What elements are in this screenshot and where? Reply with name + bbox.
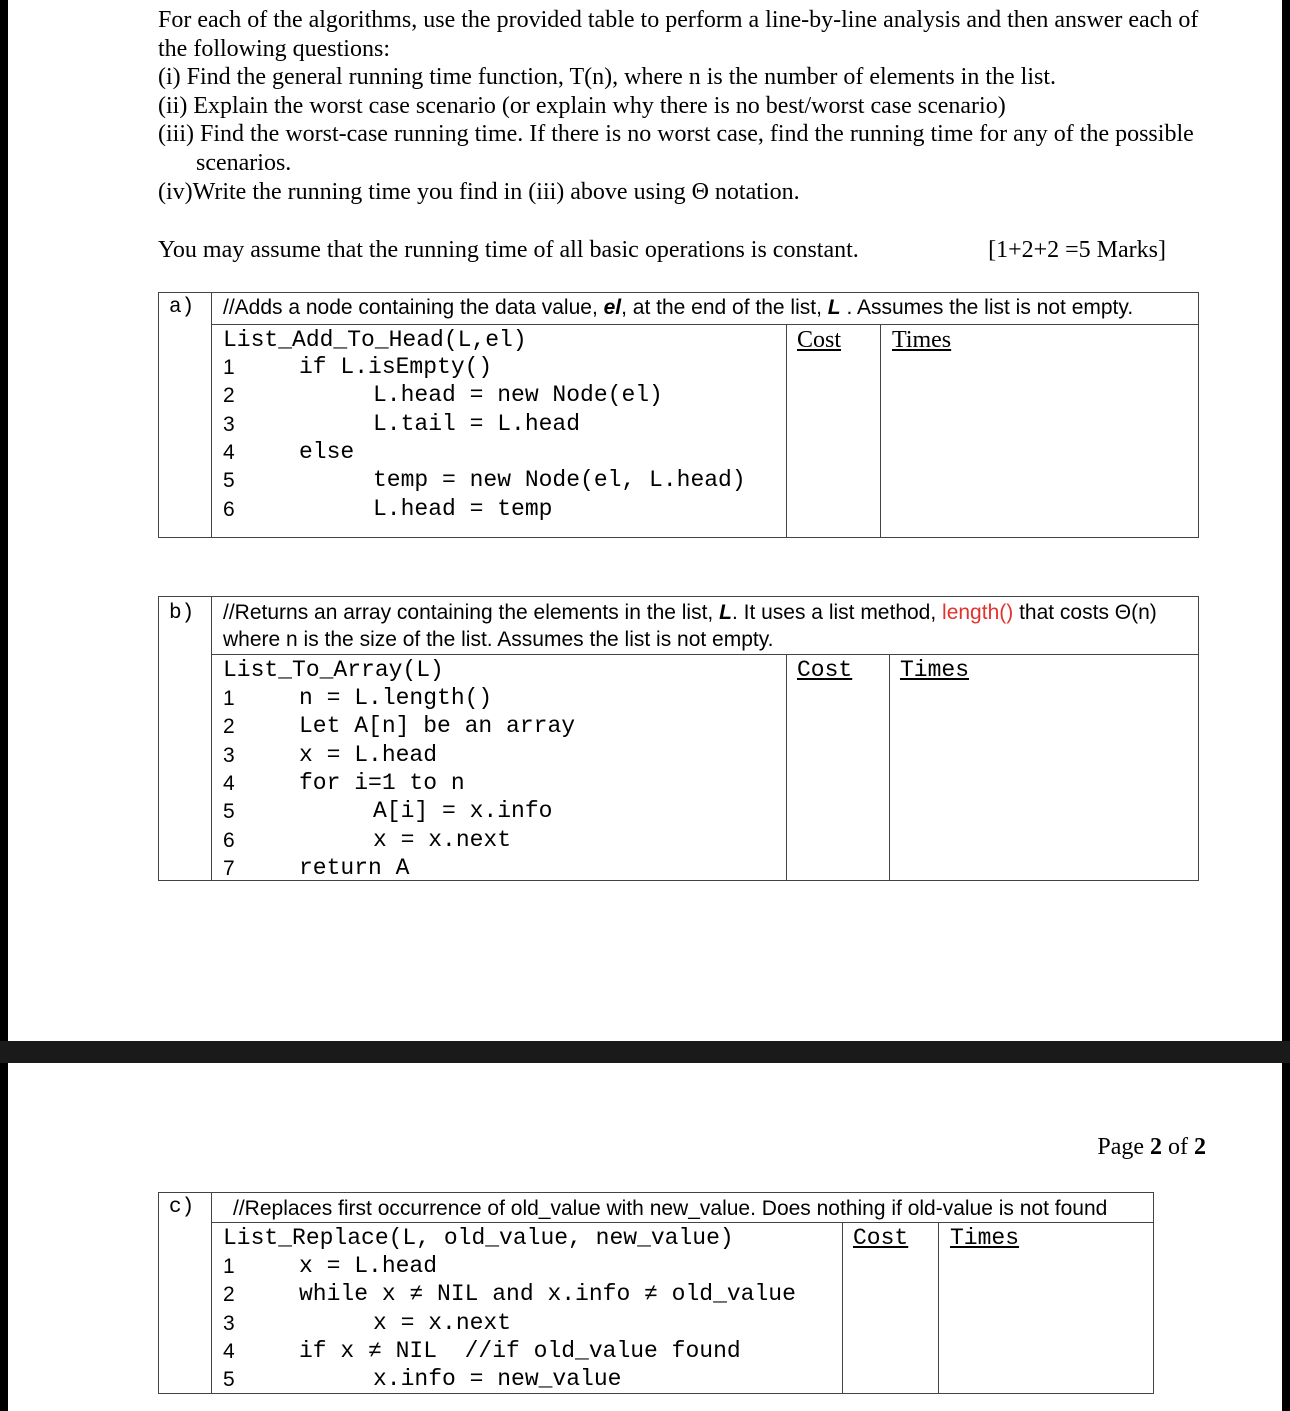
line-number: 1	[223, 1255, 235, 1278]
line-number: 2	[223, 1283, 235, 1306]
question-b-table	[158, 596, 1199, 881]
question-b-times-header: Times	[900, 657, 970, 683]
line-number: 7	[223, 857, 235, 880]
question-i: (i) Find the general running time function, T(n), where n is the number of elements in the list.	[158, 64, 1057, 91]
code-line: if L.isEmpty()	[299, 354, 493, 380]
code-line: L.tail = L.head	[373, 411, 581, 437]
question-b-function: List_To_Array(L)	[223, 657, 444, 683]
page-number: Page 2 of 2	[1097, 1134, 1206, 1160]
code-line: n = L.length()	[299, 685, 493, 711]
question-b-comment-line2: where n is the size of the list. Assumes the list is not empty.	[223, 628, 774, 651]
question-iii-continued: scenarios.	[196, 149, 292, 176]
left-frame-bar	[0, 0, 8, 1411]
line-number: 1	[223, 356, 235, 379]
marks-text: [1+2+2 =5 Marks]	[988, 237, 1166, 264]
code-line: x = L.head	[299, 1253, 438, 1279]
line-number: 1	[223, 687, 235, 710]
right-frame-bar	[1282, 0, 1290, 1411]
code-line: x = x.next	[373, 827, 512, 853]
question-c-table	[158, 1192, 1154, 1394]
question-ii: (ii) Explain the worst case scenario (or explain why there is no best/worst case scenario)	[158, 92, 1006, 119]
line-number: 6	[223, 829, 235, 852]
code-line: A[i] = x.info	[373, 798, 553, 824]
line-number: 5	[223, 800, 235, 823]
code-line: return A	[299, 855, 410, 881]
line-number: 4	[223, 1340, 235, 1363]
question-c-comment: //Replaces first occurrence of old_value with new_value. Does nothing if old-value is not found	[233, 1197, 1108, 1220]
code-line: L.head = temp	[373, 496, 553, 522]
line-number: 3	[223, 413, 235, 436]
question-c-function: List_Replace(L, old_value, new_value)	[223, 1225, 734, 1251]
code-line: x = L.head	[299, 742, 438, 768]
question-c-label: c)	[169, 1196, 195, 1219]
question-c-times-header: Times	[950, 1225, 1020, 1251]
question-iii: (iii) Find the worst-case running time. If there is no worst case, find the running time for any of the possible	[158, 121, 1194, 148]
code-line: Let A[n] be an array	[299, 713, 576, 739]
question-c-cost-header: Cost	[853, 1225, 909, 1251]
code-line: else	[299, 439, 355, 465]
line-number: 5	[223, 1368, 235, 1391]
question-a-table	[158, 292, 1199, 538]
code-line: for i=1 to n	[299, 770, 465, 796]
line-number: 5	[223, 469, 235, 492]
line-number: 3	[223, 744, 235, 767]
code-line: temp = new Node(el, L.head)	[373, 467, 746, 493]
question-iv: (iv)Write the running time you find in (iii) above using Θ notation.	[158, 178, 800, 205]
instructions	[158, 6, 1218, 265]
code-line: if x ≠ NIL //if old_value found	[299, 1338, 741, 1364]
question-a-times-header: Times	[892, 327, 952, 353]
code-line: while x ≠ NIL and x.info ≠ old_value	[299, 1281, 796, 1307]
assumption-text: You may assume that the running time of all basic operations is constant.	[158, 237, 859, 264]
line-number: 3	[223, 1312, 235, 1335]
line-number: 2	[223, 715, 235, 738]
question-a-comment: //Adds a node containing the data value, el, at the end of the list, L . Assumes the list is not empty.	[223, 296, 1134, 319]
code-line: L.head = new Node(el)	[373, 382, 663, 408]
line-number: 6	[223, 498, 235, 521]
line-number: 4	[223, 772, 235, 795]
code-line: x = x.next	[373, 1310, 512, 1336]
question-a-cost-header: Cost	[797, 327, 842, 353]
question-a-function: List_Add_To_Head(L,el)	[223, 327, 527, 353]
page-break-band	[0, 1041, 1290, 1063]
code-line: x.info = new_value	[373, 1366, 622, 1392]
question-b-label: b)	[169, 602, 195, 625]
question-b-comment: //Returns an array containing the elements in the list, L. It uses a list method, length() that costs Θ(n)	[223, 601, 1157, 624]
line-number: 2	[223, 384, 235, 407]
question-a-label: a)	[169, 296, 195, 319]
question-b-cost-header: Cost	[797, 657, 853, 683]
instructions-lead: For each of the algorithms, use the provided table to perform a line-by-line analysis and then answer each of the following questions:	[158, 7, 1199, 62]
line-number: 4	[223, 441, 235, 464]
